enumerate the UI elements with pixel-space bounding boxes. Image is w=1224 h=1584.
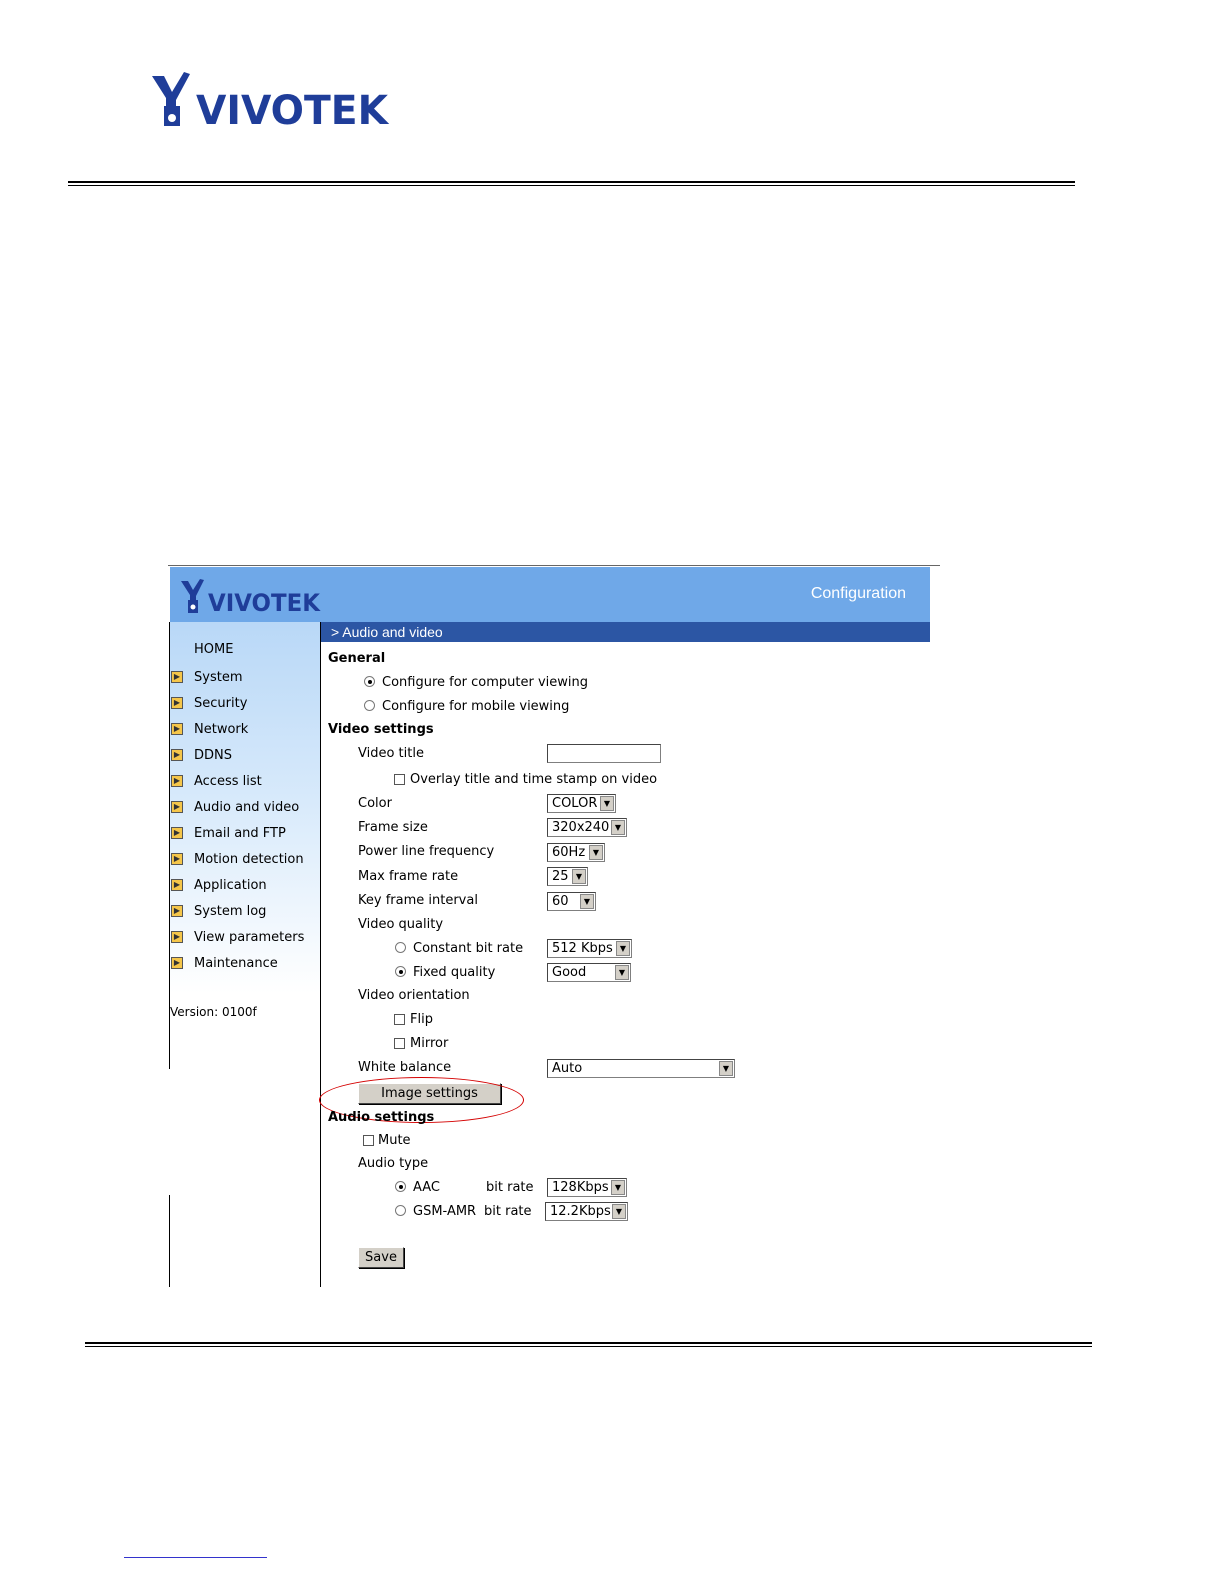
chevron-down-icon: ▼ [580, 894, 594, 909]
audio-settings-heading: Audio settings [328, 1110, 435, 1125]
computer-viewing-label: Configure for computer viewing [382, 675, 589, 690]
computer-viewing-radio[interactable] [364, 676, 375, 687]
max-frame-rate-label: Max frame rate [358, 869, 459, 884]
constant-bit-rate-label: Constant bit rate [413, 941, 524, 956]
sidebar-item-email-and-ftp[interactable] [171, 823, 286, 843]
sidebar-item-audio-and-video[interactable] [171, 797, 299, 817]
config-banner [170, 567, 930, 622]
sidebar-item-label: System log [194, 903, 267, 919]
chevron-down-icon: ▼ [615, 965, 629, 980]
sidebar-divider [320, 622, 321, 1287]
aac-radio[interactable] [395, 1181, 406, 1192]
sidebar-item-label: Motion detection [194, 851, 304, 867]
chevron-down-icon: ▼ [611, 820, 625, 835]
fixed-quality-label: Fixed quality [413, 965, 496, 980]
gsm-bitrate-value: 12.2Kbps [550, 1204, 611, 1219]
aac-label: AAC [413, 1180, 440, 1195]
flip-label: Flip [410, 1012, 433, 1027]
power-line-label: Power line frequency [358, 844, 495, 859]
aac-bitrate-value: 128Kbps [552, 1180, 609, 1195]
vivotek-logo-graphic [150, 72, 390, 132]
overlay-label: Overlay title and time stamp on video [410, 772, 658, 787]
max-frame-rate-value: 25 [552, 869, 569, 884]
general-heading: General [328, 651, 386, 666]
constant-bit-rate-radio[interactable] [395, 942, 406, 953]
chevron-down-icon: ▼ [719, 1061, 733, 1076]
sidebar-item-label: Email and FTP [194, 825, 286, 841]
video-orientation-label: Video orientation [358, 988, 470, 1003]
aac-bitrate-select[interactable] [547, 1178, 627, 1197]
chevron-down-icon: ▼ [612, 1204, 626, 1219]
fixed-quality-radio[interactable] [395, 966, 406, 977]
chevron-down-icon: ▼ [600, 796, 614, 811]
aac-bitrate-label: bit rate [486, 1180, 534, 1195]
power-line-value: 60Hz [552, 845, 586, 860]
audio-type-label: Audio type [358, 1156, 429, 1171]
mirror-label: Mirror [410, 1036, 449, 1051]
frame-size-label: Frame size [358, 820, 428, 835]
sidebar-item-label: Network [194, 721, 249, 737]
image-settings-button[interactable]: Image settings [358, 1083, 501, 1104]
video-settings-heading: Video settings [328, 722, 434, 737]
arrow-icon: ▶ [171, 879, 183, 891]
footer-rule [85, 1342, 1092, 1347]
power-line-select[interactable] [547, 843, 605, 862]
white-balance-select[interactable] [547, 1059, 735, 1078]
footer-link-underline[interactable] [124, 1557, 267, 1558]
sidebar-item-network[interactable] [171, 719, 248, 739]
sidebar-item-ddns[interactable] [171, 745, 232, 765]
sidebar-item-system[interactable] [171, 667, 242, 687]
flip-checkbox[interactable] [394, 1014, 405, 1025]
arrow-icon: ▶ [171, 931, 183, 943]
video-title-label: Video title [358, 746, 424, 761]
version-label: Version: 0100f [170, 1005, 257, 1019]
color-label: Color [358, 796, 392, 811]
sidebar-item-system-log[interactable] [171, 901, 266, 921]
gsm-bitrate-label: bit rate [484, 1204, 532, 1219]
arrow-icon: ▶ [171, 905, 183, 917]
mute-checkbox[interactable] [363, 1135, 374, 1146]
gsm-amr-radio[interactable] [395, 1205, 406, 1216]
mirror-checkbox[interactable] [394, 1038, 405, 1049]
banner-title: Configuration [810, 585, 906, 602]
mobile-viewing-radio[interactable] [364, 700, 375, 711]
arrow-icon: ▶ [171, 801, 183, 813]
sidebar-item-label: System [194, 669, 243, 685]
white-balance-label: White balance [358, 1060, 452, 1075]
sidebar-border-lower [169, 1195, 170, 1287]
arrow-icon: ▶ [171, 697, 183, 709]
sidebar-item-view-parameters[interactable] [171, 927, 304, 947]
constant-bit-rate-value: 512 Kbps [552, 941, 613, 956]
color-select-value: COLOR [552, 796, 598, 811]
banner-logo [180, 579, 325, 615]
arrow-icon: ▶ [171, 671, 183, 683]
color-select[interactable] [547, 794, 616, 813]
white-balance-value: Auto [552, 1061, 583, 1076]
arrow-icon: ▶ [171, 749, 183, 761]
arrow-icon: ▶ [171, 853, 183, 865]
sidebar-item-access-list[interactable] [171, 771, 262, 791]
sidebar-item-label: Access list [194, 773, 262, 789]
mute-label: Mute [378, 1133, 411, 1148]
sidebar-item-label: Maintenance [194, 955, 278, 971]
arrow-icon: ▶ [171, 827, 183, 839]
video-quality-label: Video quality [358, 917, 444, 932]
header-rule [68, 181, 1075, 186]
overlay-checkbox[interactable] [394, 774, 405, 785]
video-title-input[interactable] [547, 744, 661, 763]
constant-bit-rate-select[interactable] [547, 939, 632, 958]
sidebar-item-application[interactable] [171, 875, 267, 895]
save-button[interactable]: Save [358, 1247, 404, 1268]
key-frame-select[interactable] [547, 892, 596, 911]
mobile-viewing-label: Configure for mobile viewing [382, 699, 570, 714]
svg-text:VIVOTEK: VIVOTEK [196, 88, 390, 132]
sidebar-item-label: Security [194, 695, 248, 711]
max-frame-rate-select[interactable] [547, 867, 588, 886]
section-title-bar: > Audio and video [321, 622, 930, 642]
gsm-bitrate-select[interactable] [545, 1202, 628, 1221]
sidebar-item-security[interactable] [171, 693, 247, 713]
sidebar-border [169, 622, 170, 1069]
sidebar-item-label: Application [194, 877, 267, 893]
frame-size-value: 320x240 [552, 820, 610, 835]
sidebar-item-home[interactable]: HOME [194, 642, 234, 657]
chevron-down-icon: ▼ [616, 941, 630, 956]
arrow-icon: ▶ [171, 723, 183, 735]
sidebar-item-label: Audio and video [194, 799, 300, 815]
gsm-amr-label: GSM-AMR [413, 1204, 477, 1219]
banner-logo-graphic [180, 579, 325, 615]
configuration-screenshot [168, 565, 940, 1287]
fixed-quality-select[interactable] [547, 963, 631, 982]
chevron-down-icon: ▼ [611, 1180, 625, 1195]
chevron-down-icon: ▼ [572, 869, 586, 884]
key-frame-label: Key frame interval [358, 893, 478, 908]
sidebar-item-motion-detection[interactable] [171, 849, 304, 869]
key-frame-value: 60 [552, 894, 569, 909]
fixed-quality-value: Good [552, 965, 587, 980]
sidebar-item-label: DDNS [194, 747, 232, 763]
frame-size-select[interactable] [547, 818, 627, 837]
arrow-icon: ▶ [171, 957, 183, 969]
sidebar-item-maintenance[interactable] [171, 953, 278, 973]
vivotek-logo [150, 72, 390, 132]
frame-top-line [168, 565, 940, 566]
arrow-icon: ▶ [171, 775, 183, 787]
chevron-down-icon: ▼ [589, 845, 603, 860]
svg-text:VIVOTEK: VIVOTEK [208, 589, 322, 615]
sidebar-item-label: View parameters [194, 929, 305, 945]
